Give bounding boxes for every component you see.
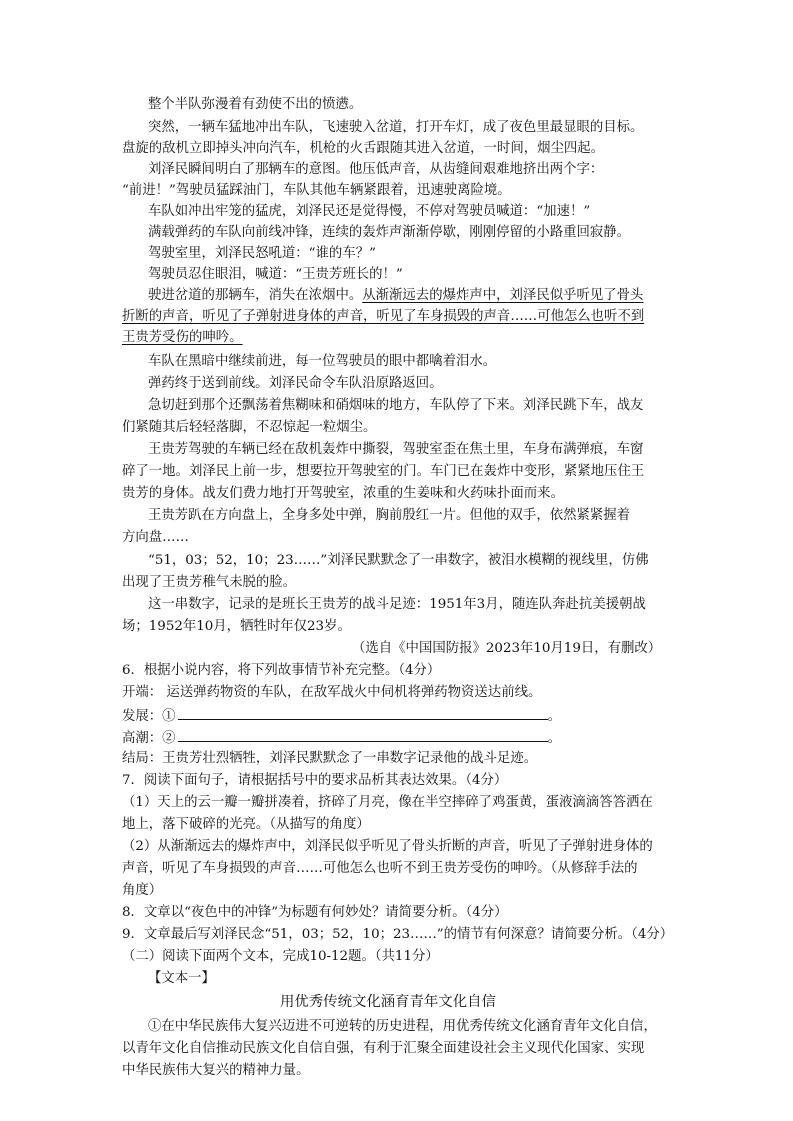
story-text: 驶进岔道的那辆车，消失在浓烟中。 bbox=[148, 288, 363, 303]
q6-start: 开端： 运送弹药物资的车队，在敌军战火中伺机将弹药物资送达前线。 bbox=[122, 685, 542, 700]
story-line: 突然，一辆车猛地冲出车队，飞速驶入岔道，打开车灯，成了夜色里最显眼的目标。 bbox=[148, 120, 644, 135]
story-line: 场；1952年10月，牺牲时年仅23岁。 bbox=[122, 619, 351, 634]
story-line: 满载弹药的车队向前线冲锋，连续的轰炸声渐渐停歇，刚刚停留的小路重回寂静。 bbox=[148, 225, 631, 240]
story-line: 碎了一地。刘泽民上前一步，想要拉开驾驶室的门。车门已在轰炸中变形，紧紧地压住王 bbox=[122, 464, 645, 479]
story-line: 们紧随其后轻轻落脚，不忍惊起一粒烟尘。 bbox=[122, 420, 377, 435]
q6-climax-period: 。 bbox=[547, 731, 561, 746]
q6-climax-answer-blank[interactable] bbox=[178, 727, 548, 742]
story-line: 王贵芳驾驶的车辆已经在敌机轰炸中撕裂，驾驶室歪在焦土里，车身布满弹痕，车窗 bbox=[148, 442, 644, 457]
section-2-heading: （二）阅读下面两个文本，完成10-12题。（共11分） bbox=[122, 949, 439, 964]
question-8: 8．文章以“夜色中的冲锋”为标题有何妙处？请简要分析。（4分） bbox=[122, 905, 508, 920]
q7-sentence-2: 声音，听见了车身损毁的声音……可他怎么也听不到王贵芳受伤的呻吟。（从修辞手法的 bbox=[122, 861, 638, 876]
question-9: 9．文章最后写刘泽民念“51，03；52，10；23……”的情节有何深意？请简要分析。（4分） bbox=[122, 927, 674, 942]
q6-dev-label: 发展：① bbox=[122, 709, 176, 724]
q7-sentence-1: 地上，落下破碎的光亮。（从描写的角度） bbox=[122, 817, 370, 832]
story-line bbox=[148, 286, 643, 305]
question-6-prompt: 6．根据小说内容，将下列故事情节补充完整。（4分） bbox=[122, 663, 441, 678]
q7-sentence-1: （1）天上的云一瓣一瓣拼凑着，挤碎了月亮，像在半空摔碎了鸡蛋黄，蛋液滴滴答答洒在 bbox=[122, 795, 653, 810]
story-line: 驾驶员忍住眼泪，喊道：“王贵芳班长的！” bbox=[148, 267, 403, 282]
story-line: 方向盘…… bbox=[122, 530, 189, 545]
underlined-sentence: 折断的声音，听见了子弹射进身体的声音，听见了车身损毁的声音……可他怎么也听不到 bbox=[122, 309, 645, 324]
story-line: “51，03；52，10；23……”刘泽民默默念了一串数字，被泪水模糊的视线里，仿佛 bbox=[148, 553, 649, 568]
story-line: 贵芳的身体。战友们费力地打开驾驶室，浓重的生姜味和火药味扑面而来。 bbox=[122, 486, 564, 501]
story-line: 出现了王贵芳稚气未脱的脸。 bbox=[122, 575, 297, 590]
q6-development bbox=[122, 705, 561, 726]
text-1-label: 【文本一】 bbox=[148, 971, 215, 986]
q6-dev-answer-blank[interactable] bbox=[178, 705, 548, 720]
text-1-paragraph: 中华民族伟大复兴的精神力量。 bbox=[122, 1063, 310, 1078]
story-line: 驾驶室里，刘泽民怒吼道：“谁的车？” bbox=[148, 246, 376, 261]
q6-dev-period: 。 bbox=[547, 709, 561, 724]
story-line: 这一串数字，记录的是班长王贵芳的战斗足迹：1951年3月，随连队奔赴抗美援朝战 bbox=[148, 597, 646, 612]
story-line: 盘旋的敌机立即掉头冲向汽车，机枪的火舌跟随其进入岔道，一时间，烟尘四起。 bbox=[122, 141, 605, 156]
story-line: 弹药终于送到前线。刘泽民命令车队沿原路返回。 bbox=[148, 376, 443, 391]
text-1-paragraph: 以青年文化自信推动民族文化自信自强，有利于汇聚全面建设社会主义现代化国家、实现 bbox=[122, 1041, 645, 1056]
story-line: 车队在黑暗中继续前进，每一位驾驶员的眼中都噙着泪水。 bbox=[148, 354, 497, 369]
text-1-title: 用优秀传统文化涵育青年文化自信 bbox=[280, 994, 496, 1010]
q7-sentence-2: 角度） bbox=[122, 883, 163, 898]
text-1-paragraph: ①在中华民族伟大复兴迈进不可逆转的历史进程，用优秀传统文化涵育青年文化自信， bbox=[148, 1019, 657, 1034]
story-line: 王贵芳趴在方向盘上，全身多处中弹，胸前殷红一片。但他的双手，依然紧紧握着 bbox=[148, 508, 631, 523]
underlined-sentence: 从渐渐远去的爆炸声中，刘泽民似乎听见了骨头 bbox=[362, 288, 644, 303]
underlined-sentence: 王贵芳受伤的呻吟。 bbox=[122, 330, 243, 345]
q6-climax-label: 高潮：② bbox=[122, 731, 176, 746]
source-citation: （选自《中国国防报》2023年10月19日，有删改） bbox=[352, 641, 662, 656]
q6-climax bbox=[122, 727, 561, 748]
story-line: 车队如冲出牢笼的猛虎，刘泽民还是觉得慢，不停对驾驶员喊道：“加速！” bbox=[148, 204, 591, 219]
story-line: “前进！”驾驶员猛踩油门，车队其他车辆紧跟着，迅速驶离险境。 bbox=[122, 183, 511, 198]
question-7-prompt: 7．阅读下面句子，请根据括号中的要求品析其表达效果。（4分） bbox=[122, 773, 508, 788]
story-line: 刘泽民瞬间明白了那辆车的意图。他压低声音，从齿缝间艰难地挤出两个字： bbox=[148, 162, 604, 177]
q6-ending: 结局：王贵芳壮烈牺牲，刘泽民默默念了一串数字记录他的战斗足迹。 bbox=[122, 751, 538, 766]
story-line: 整个半队弥漫着有劲使不出的愤懑。 bbox=[148, 97, 363, 112]
story-line: 急切赶到那个还飘荡着焦糊味和硝烟味的地方，车队停了下来。刘泽民跳下车，战友 bbox=[148, 398, 644, 413]
q7-sentence-2: （2）从渐渐远去的爆炸声中，刘泽民似乎听见了骨头折断的声音，听见了子弹射进身体的 bbox=[122, 839, 653, 854]
